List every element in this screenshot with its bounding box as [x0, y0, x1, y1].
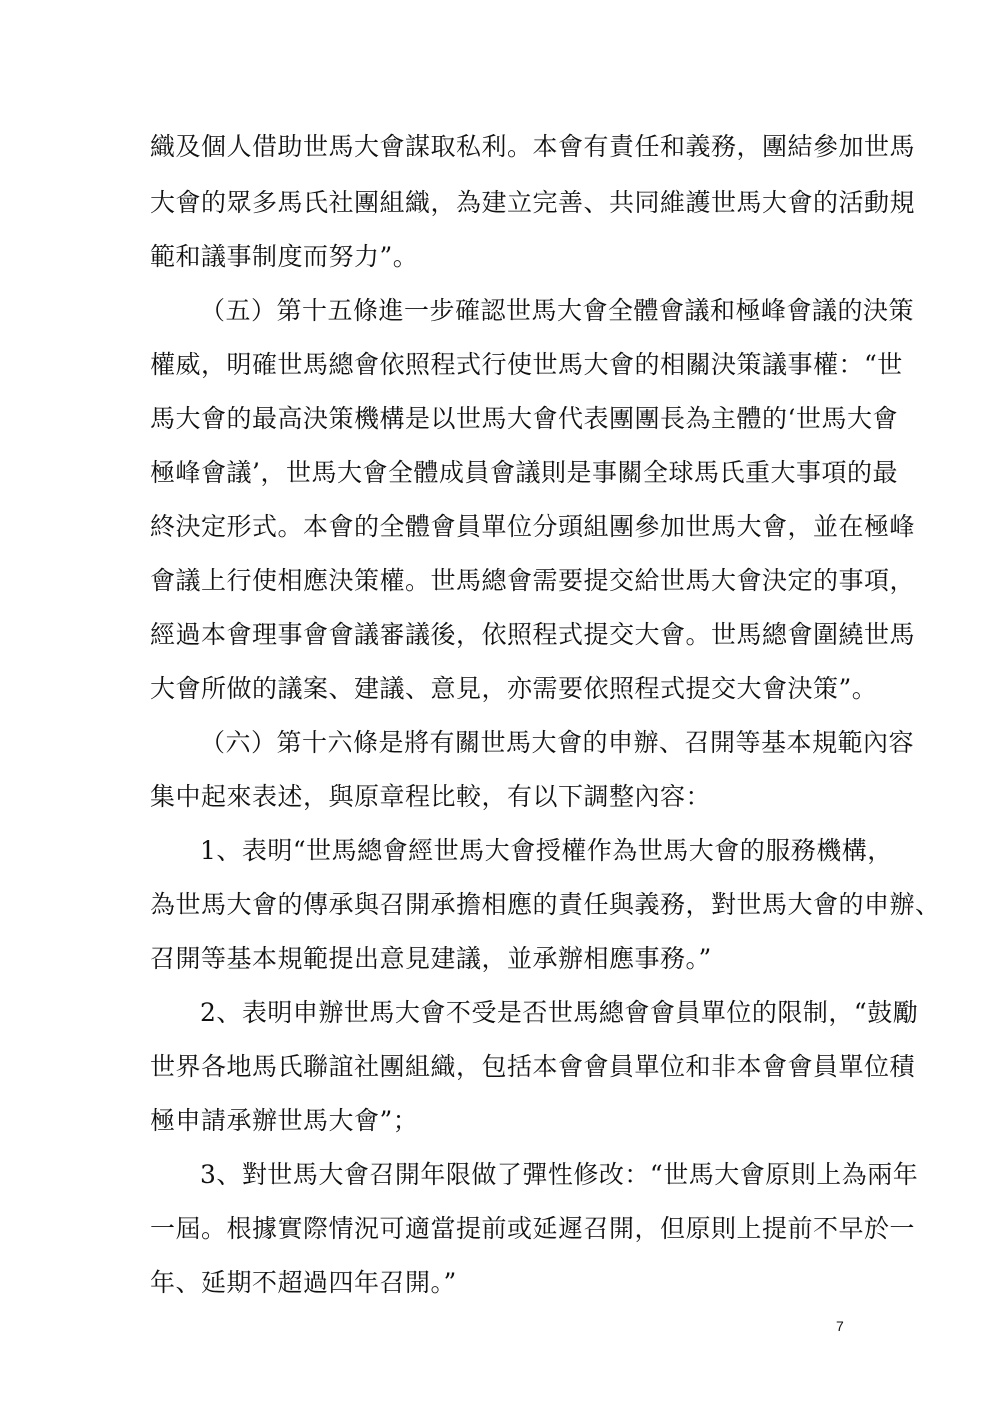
- text-line: 馬大會的最高決策機構是以世馬大會代表團團長為主體的‘世馬大會: [150, 404, 898, 433]
- text-line: 極峰會議’，世馬大會全體成員會議則是事關全球馬氏重大事項的最: [150, 458, 898, 487]
- paragraph-start-line: 1、表明“世馬總會經世馬大會授權作為世馬大會的服務機構，: [200, 836, 893, 865]
- text-line: 集中起來表述，與原章程比較，有以下調整內容：: [150, 782, 712, 811]
- text-line: 終決定形式。本會的全體會員單位分頭組團參加世馬大會，並在極峰: [150, 512, 916, 541]
- text-line: 會議上行使相應決策權。世馬總會需要提交給世馬大會決定的事項，: [150, 566, 916, 595]
- paragraph-start-line: 3、對世馬大會召開年限做了彈性修改：“世馬大會原則上為兩年: [200, 1160, 919, 1189]
- text-line: 世界各地馬氏聯誼社團組織，包括本會會員單位和非本會會員單位積: [150, 1052, 916, 1081]
- text-line: 大會所做的議案、建議、意見，亦需要依照程式提交大會決策”。: [150, 674, 878, 703]
- text-line: 年、延期不超過四年召開。”: [150, 1268, 457, 1297]
- text-line: 為世馬大會的傳承與召開承擔相應的責任與義務，對世馬大會的申辦、: [150, 890, 941, 919]
- text-line: 一屆。根據實際情況可適當提前或延遲召開，但原則上提前不早於一: [150, 1214, 916, 1243]
- text-line: 織及個人借助世馬大會謀取私利。本會有責任和義務，團結參加世馬: [150, 132, 916, 161]
- text-line: 極申請承辦世馬大會”；: [150, 1106, 419, 1135]
- paragraph-start-line: （六）第十六條是將有關世馬大會的申辦、召開等基本規範內容: [200, 728, 915, 757]
- text-line: 大會的眾多馬氏社團組織，為建立完善、共同維護世馬大會的活動規: [150, 188, 916, 217]
- text-line: 召開等基本規範提出意見建議，並承辦相應事務。”: [150, 944, 712, 973]
- paragraph-start-line: 2、表明申辦世馬大會不受是否世馬總會會員單位的限制，“鼓勵: [200, 998, 919, 1027]
- page-number: 7: [836, 1318, 844, 1334]
- text-line: 經過本會理事會會議審議後，依照程式提交大會。世馬總會圍繞世馬: [150, 620, 916, 649]
- text-line: 權威，明確世馬總會依照程式行使世馬大會的相關決策議事權：“世: [150, 350, 903, 379]
- paragraph-start-line: （五）第十五條進一步確認世馬大會全體會議和極峰會議的決策: [200, 296, 915, 325]
- text-line: 範和議事制度而努力”。: [150, 242, 419, 271]
